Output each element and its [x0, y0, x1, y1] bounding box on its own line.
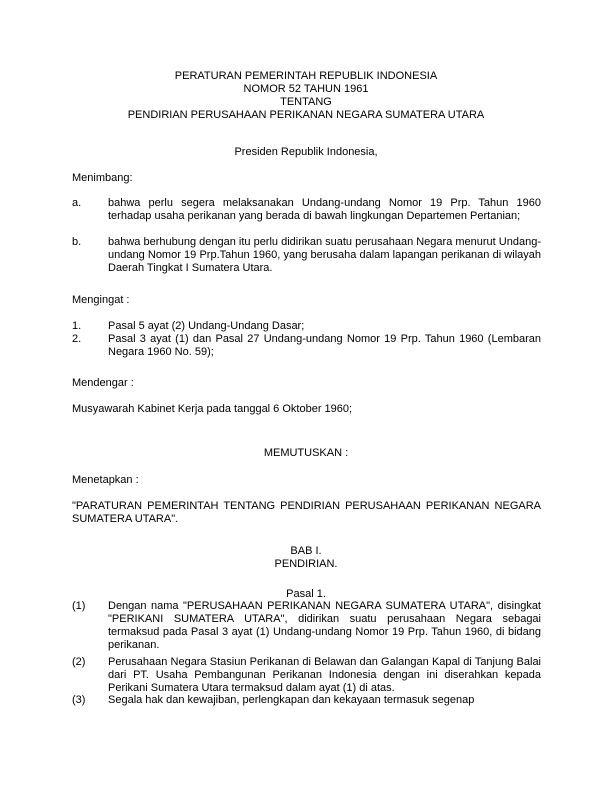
list-marker: 1. [72, 320, 82, 332]
title-line-2: NOMOR 52 TAHUN 1961 [243, 83, 369, 95]
mendengar-text: Musyawarah Kabinet Kerja pada tanggal 6 Oktober 1960; [72, 403, 353, 415]
title-line-4: PENDIRIAN PERUSAHAAN PERIKANAN NEGARA SUMATERA UTARA [127, 109, 485, 121]
memutuskan-heading: MEMUTUSKAN : [263, 447, 349, 459]
list-marker: 2. [72, 333, 82, 345]
menimbang-label: Menimbang: [72, 172, 133, 184]
list-item-text: Pasal 5 ayat (2) Undang-Undang Dasar; [108, 320, 305, 332]
list-marker: a. [72, 197, 82, 209]
mendengar-label: Mendengar : [72, 377, 134, 389]
bab-title: PENDIRIAN. [274, 558, 338, 570]
list-item-text: Pasal 3 ayat (1) dan Pasal 27 Undang-undang Nomor 19 Prp. Tahun 1960 (Lembaran Negara 1960 No. 59); [108, 333, 541, 358]
list-item-text: bahwa perlu segera melaksanakan Undang-undang Nomor 19 Prp. Tahun 1960 terhadap usaha perikanan yang berada di bawah lingkungan Departemen Pertanian; [108, 197, 541, 222]
title-line-1: PERATURAN PEMERINTAH REPUBLIK INDONESIA [174, 70, 438, 82]
list-marker: (3) [72, 694, 86, 706]
list-item-text: Segala hak dan kewajiban, perlengkapan dan kekayaan termasuk segenap [108, 694, 475, 706]
pasal-1-title: Pasal 1. [286, 588, 326, 600]
list-item-text: Perusahaan Negara Stasiun Perikanan di Belawan dan Galangan Kapal di Tanjung Balai dari PT. Usaha Pembangunan Perikanan Indonesia dengan ini diserahkan kepada Perikani Sumatera Utara termaksud dalam ayat (1) di atas. [108, 656, 541, 694]
menetapkan-label: Menetapkan : [72, 474, 139, 486]
bab-number: BAB I. [290, 545, 322, 557]
list-item-text: Dengan nama "PERUSAHAAN PERIKANAN NEGARA SUMATERA UTARA", disingkat "PERIKANI SUMATERA UTARA", didirikan suatu perusahaan Negara sebagai termaksud pada Pasal 3 ayat (1) Undang-undang Nomor 19 Prp. Tahun 1960, di bidang perikanan. [108, 600, 541, 651]
list-marker: b. [72, 236, 82, 248]
mengingat-label: Mengingat : [72, 294, 130, 306]
list-item-text: bahwa berhubung dengan itu perlu didirikan suatu perusahaan Negara menurut Undang-undang Nomor 19 Prp.Tahun 1960, yang berusaha dalam lapangan perikanan di wilayah Daerah Tingkat I Sumatera Utara. [108, 236, 541, 274]
menetapkan-text: "PARATURAN PEMERINTAH TENTANG PENDIRIAN PERUSAHAAN PERIKANAN NEGARA SUMATERA UTARA". [72, 500, 541, 525]
president-line: Presiden Republik Indonesia, [234, 146, 378, 158]
list-marker: (1) [72, 600, 86, 612]
list-marker: (2) [72, 656, 86, 668]
title-line-3: TENTANG [280, 96, 332, 108]
